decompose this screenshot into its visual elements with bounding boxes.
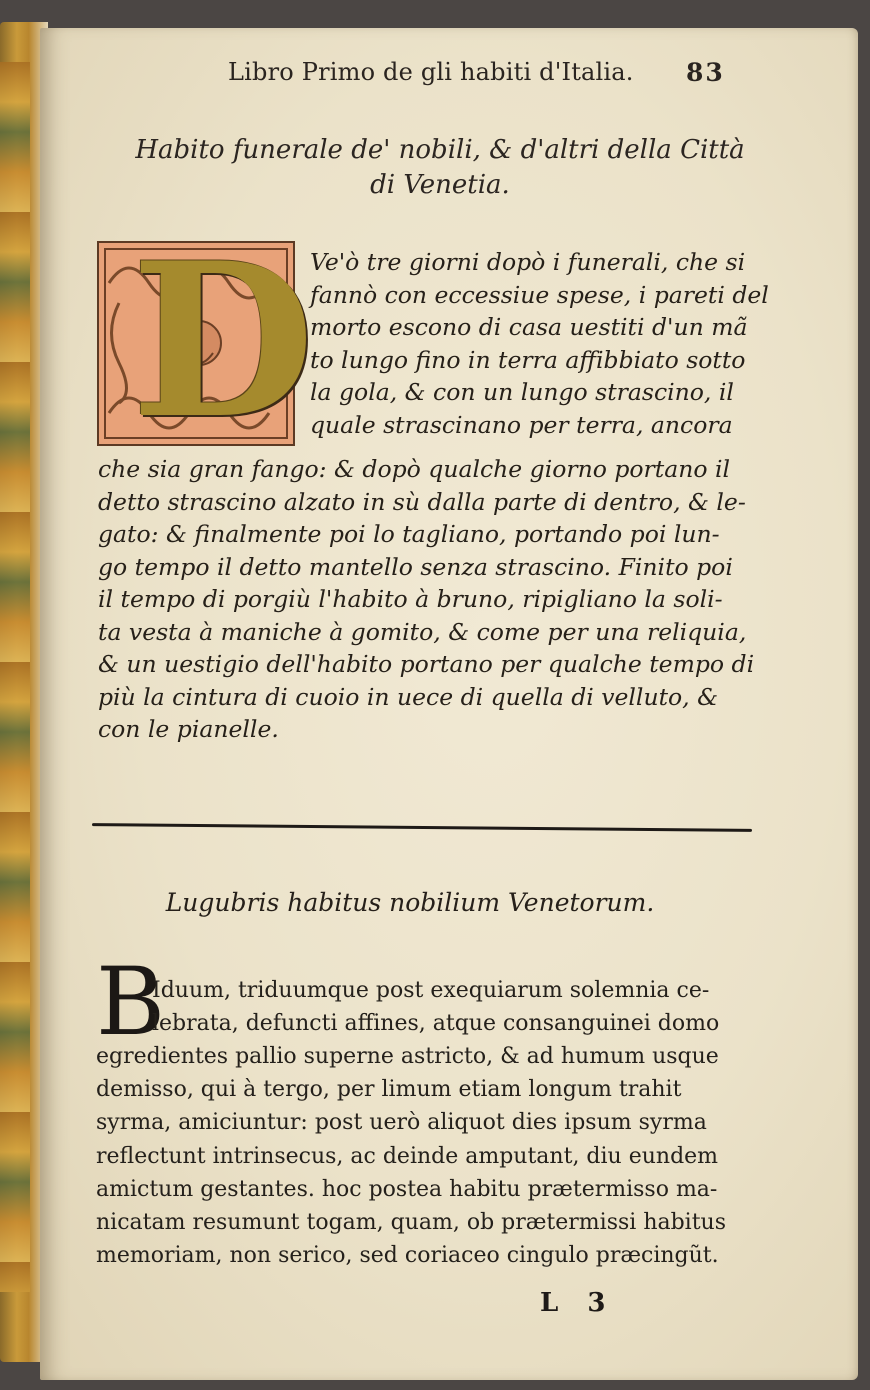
latin-initial-letter: B: [96, 948, 166, 1057]
initial-letter: D: [131, 216, 315, 465]
latin-title: Lugubris habitus nobilium Venetorum.: [165, 888, 655, 917]
text-line: Ve'ò tre giorni dopò i funerali, che si: [310, 248, 746, 276]
italian-text-body: [98, 453, 754, 746]
text-line: lebrata, defuncti affines, atque consanguinei domo: [152, 1011, 720, 1037]
page-number: 83: [686, 58, 725, 87]
italian-text-indented: [310, 246, 769, 441]
text-line: reflectunt intrinsecus, ac deinde amputant, diu eundem: [96, 1143, 719, 1169]
text-line: con le pianelle.: [98, 715, 279, 743]
text-line: più la cintura di cuoio in uece di quella di velluto, &: [98, 682, 719, 711]
text-line: memoriam, non serico, sed coriaceo cingulo præcingũt.: [96, 1243, 719, 1269]
italian-title-line-1: Habito funerale de' nobili, & d'altri della Città: [135, 135, 745, 165]
text-line: egredientes pallio superne astricto, & ad humum usque: [96, 1044, 719, 1069]
italian-title-line-2: di Venetia.: [370, 170, 510, 200]
text-line: morto escono di casa uestiti d'un mã: [310, 313, 748, 341]
text-line: demisso, qui à tergo, per limum etiam longum trahit: [96, 1077, 682, 1103]
text-line: go tempo il detto mantello senza strascino. Finito poi: [98, 552, 733, 581]
text-line: & un uestigio dell'habito portano per qualche tempo di: [98, 650, 755, 678]
text-line: il tempo di porgiù l'habito à bruno, ripigliano la soli-: [98, 585, 723, 613]
running-head: Libro Primo de gli habiti d'Italia.: [228, 58, 634, 86]
text-line: gato: & finalmente poi lo tagliano, portando poi lun-: [98, 520, 720, 548]
decorated-initial: [97, 216, 315, 465]
text-line: quale strascinano per terra, ancora: [310, 410, 733, 439]
text-line: to lungo fino in terra affibbiato sotto: [310, 345, 746, 374]
text-line: syrma, amiciuntur: post uerò aliquot dies ipsum syrma: [96, 1110, 707, 1136]
text-line: la gola, & con un lungo strascino, il: [310, 378, 734, 406]
text-line: nicatam resumunt togam, quam, ob prætermissi habitus: [96, 1209, 727, 1235]
signature-mark: L 3: [540, 1288, 616, 1318]
latin-text-indented: [152, 974, 719, 1040]
text-line: fannò con eccessiue spese, i pareti del: [310, 280, 769, 309]
text-line: detto strascino alzato in sù dalla parte di dentro, & le-: [98, 487, 746, 516]
text-line: Iduum, triduumque post exequiarum solemnia ce-: [152, 978, 710, 1003]
text-line: ta vesta à maniche à gomito, & come per una reliquia,: [98, 617, 747, 646]
text-line: che sia gran fango: & dopò qualche giorno portano il: [98, 455, 731, 483]
facing-page-woodcut: [0, 62, 30, 1292]
text-line: amictum gestantes. hoc postea habitu prætermisso ma-: [96, 1176, 718, 1202]
latin-text-body: [96, 1040, 726, 1272]
